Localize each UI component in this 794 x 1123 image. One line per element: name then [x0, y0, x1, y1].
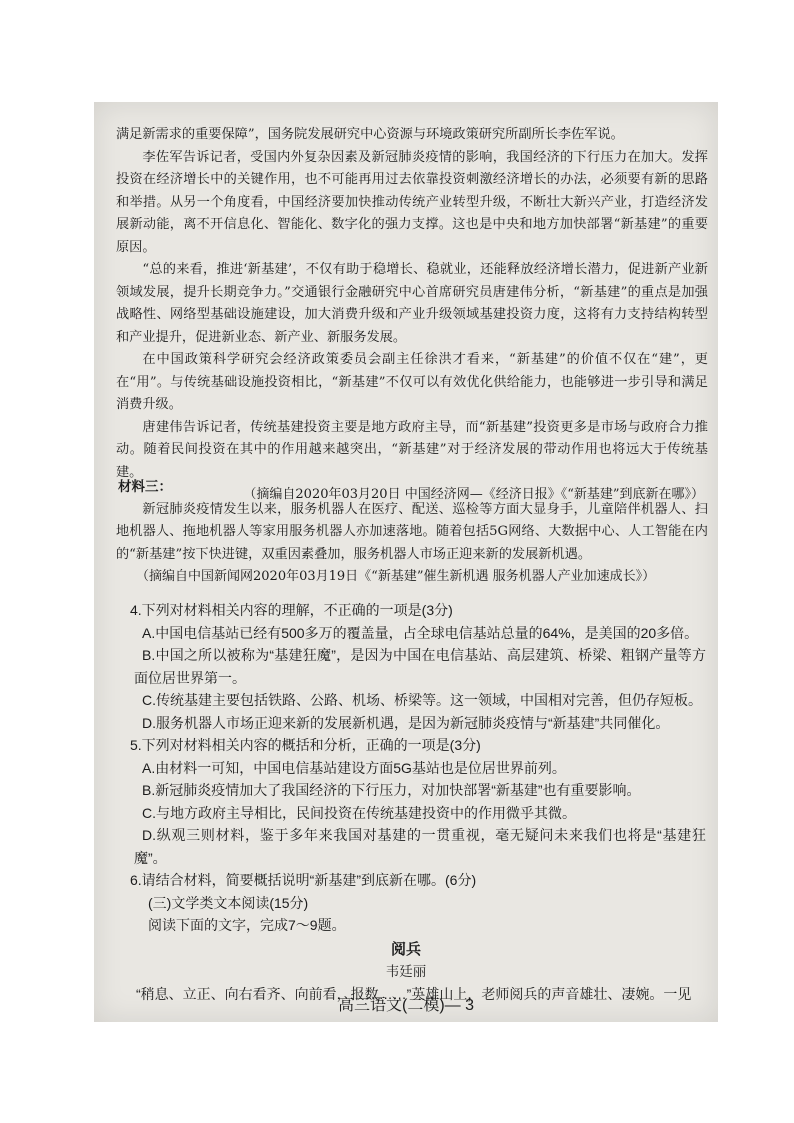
q6-stem: 6.请结合材料，简要概括说明“新基建”到底新在哪。(6分): [130, 872, 477, 888]
q4-option-c: C.传统基建主要包括铁路、公路、机场、桥梁等。这一领域，中国相对完善，但仍存短板。: [142, 692, 702, 708]
material3-source: （摘编自中国新闻网2020年03月19日《“新基建”催生新机遇 服务机器人产业加速成长》）: [136, 569, 656, 584]
section3-instruction: 阅读下面的文字，完成7～9题。: [148, 917, 346, 933]
section3-heading: (三)文学类文本阅读(15分): [148, 894, 309, 911]
q5-option-d: D.纵观三则材料，鉴于多年来我国对基建的一贯重视，毫无疑问未来我们也将是“基建狂魔”。: [134, 827, 706, 866]
material2-para3: “总的来看，推进‘新基建’，不仅有助于稳增长、稳就业，还能释放经济增长潜力，促进新产业新领域发展，提升长期竞争力。”交通银行金融研究中心首席研究员唐建伟分析，“新基建”的重点是加强战略性、网络型基础设施建设，加大消费升级和产业升级领域基建投资力度，这将有力支持结构转型和产业提升，促进新业态、新产业、新服务发展。: [116, 262, 708, 345]
q4-option-b: B.中国之所以被称为“基建狂魔”，是因为中国在电信基站、高层建筑、桥梁、粗钢产量等方面位居世界第一。: [134, 647, 706, 686]
story-title: 阅兵: [390, 939, 421, 958]
q5-option-a: A.由材料一可知，中国电信基站建设方面5G基站也是位居世界前列。: [142, 759, 566, 776]
exam-page: [94, 102, 718, 1022]
material2-block: [94, 124, 718, 507]
q4-option-a: A.中国电信基站已经有500多万的覆盖量，占全球电信基站总量的64%，是美国的20多倍。: [142, 624, 699, 641]
material3-block: [94, 476, 718, 589]
material2-source: （摘编自2020年03月20日 中国经济网—《经济日报》《“新基建”到底新在哪》）: [243, 487, 704, 502]
material2-para5: 唐建伟告诉记者，传统基建投资主要是地方政府主导，而“新基建”投资更多是市场与政府合力推动。随着民间投资在其中的作用越来越突出，“新基建”对于经济发展的带动作用也将远大于传统基建。: [116, 419, 708, 480]
questions-block: [94, 599, 718, 1005]
material2-para4: 在中国政策科学研究会经济政策委员会副主任徐洪才看来，“新基建”的价值不仅在“建”，更在“用”。与传统基础设施投资相比，“新基建”不仅可以有效优化供给能力，也能够进一步引导和满足消费升级。: [116, 352, 708, 412]
story-author: 韦廷丽: [385, 963, 427, 980]
material2-para1-tail: 满足新需求的重要保障”，国务院发展研究中心资源与环境政策研究所副所长李佐军说。: [116, 127, 624, 142]
q4-option-d: D.服务机器人市场正迎来新的发展新机遇，是因为新冠肺炎疫情与“新基建”共同催化。: [142, 714, 670, 731]
q5-option-b: B.新冠肺炎疫情加大了我国经济的下行压力，对加快部署“新基建”也有重要影响。: [142, 782, 641, 798]
q5-option-c: C.与地方政府主导相比，民间投资在传统基建投资中的作用微乎其微。: [142, 804, 576, 821]
material3-para1: 新冠肺炎疫情发生以来，服务机器人在医疗、配送、巡检等方面大显身手，儿童陪伴机器人、扫地机器人、拖地机器人等家用服务机器人亦加速落地。随着包括5G网络、大数据中心、人工智能在内的“新基建”按下快进键，双重因素叠加，服务机器人市场正迎来新的发展新机遇。: [116, 501, 708, 562]
q5-stem: 5.下列对材料相关内容的概括和分析，正确的一项是(3分): [130, 737, 481, 753]
page-footer: 高三语文(二模)— 3: [337, 997, 474, 1014]
material3-heading: 材料三：: [118, 479, 172, 495]
q4-stem: 4.下列对材料相关内容的理解，不正确的一项是(3分): [130, 602, 453, 618]
story-first-line: “稍息、立正、向右看齐、向前看，报数……”英雄山上，老师阅兵的声音雄壮、凄婉。一见: [136, 985, 692, 1002]
material2-para2: 李佐军告诉记者，受国内外复杂因素及新冠肺炎疫情的影响，我国经济的下行压力在加大。发挥投资在经济增长中的关键作用，也不可能再用过去依靠投资刺激经济增长的办法，必须要有新的思路和举措。从另一个角度看，中国经济要加快推动传统产业转型升级，不断壮大新兴产业，打造经济发展新动能，离不开信息化、智能化、数字化的强力支撑。这也是中央和地方加快部署“新基建”的重要原因。: [116, 149, 708, 255]
